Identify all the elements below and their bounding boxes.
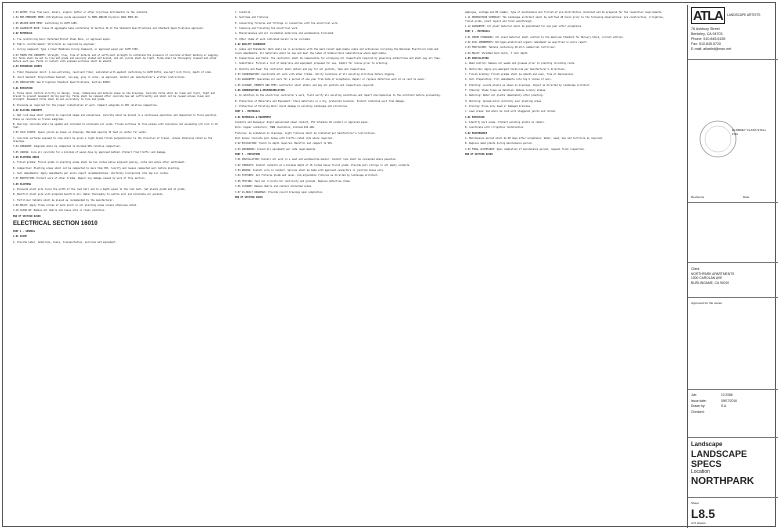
spec-heading: 2.02 MATERIALS [13, 32, 33, 36]
logo-subtitle: LANDSCAPE ARTISTS [727, 13, 761, 17]
divider [688, 297, 778, 298]
job-info [691, 393, 775, 415]
spec-paragraph: employee, voltage and PR number, type of maintenance and furnish of pre-distribution installed and be prepared for the resolution requirements. [465, 11, 663, 14]
spec-heading: 2.01 MATERIALS & EQUIPMENT [235, 115, 271, 119]
spec-heading: PART 3 - EXECUTION [235, 153, 260, 157]
spec-paragraph: D. Permits and Fees: The contractor shall obtain and pay for all permits, fees and inspections. [235, 67, 367, 71]
sheet-label: Sheet [691, 501, 699, 505]
spec-paragraph: D. Switches and fixtures. [235, 16, 270, 20]
info-value: 09/07/2016 [721, 398, 737, 403]
spec-paragraph: A. Maintenance period shall be 90 days after acceptance. Water, weed, mow and fertilize as required. [465, 137, 604, 141]
section-title: LANDSCAPE SPECS [691, 449, 748, 469]
spec-paragraph: A. Codes and Standards: Work shall be in accordance with the most recent applicable codes and ordinances including the National Electrical Code and local amendments. All materials shall be new and bear the label of Underwriters Laboratories where applicable. [235, 48, 439, 55]
spec-paragraph: I. Pruning: Prune only dead or damaged branches. [465, 105, 532, 108]
spec-paragraph: H. Mulching: Spread mulch uniformly over planting areas. [465, 99, 543, 103]
spec-heading: END OF SECTION 02900 [13, 214, 41, 218]
spec-paragraph: 1.04 PRE-EMERGENT HERB: Ultrahydrous oxide equivalent to MSMA AND/OR Oryzalin USDA EPPS-90. [13, 16, 139, 20]
spec-paragraph: 3.07 PROTECTION: Protect work of other trades. Repair any damage caused by work of this section. [13, 177, 146, 181]
spec-paragraph: 2.03 FORMS FOR CONCRETE: Straight, true, free of defects and of sufficient strength to withstand the pressure of concrete without bending or sagging. All forms shall be set to line and grade and securely staked and braced, and all joints shall be tight. Forms shall be thoroughly cleaned and oiled before each use. Forms in contact with exposed surfaces shall be smooth. [13, 53, 220, 64]
spec-paragraph: 3.10 CLEAN UP: Remove all debris and leave site in clean condition. [13, 209, 106, 213]
info-label: Issue date: [691, 398, 707, 403]
spec-column-3 [465, 11, 672, 516]
spec-paragraph: D. Soil Preparation: Till amendments into top 6 inches of soil. [465, 78, 553, 82]
spec-heading: 1.06 COORDINATION & RESPONSIBILITIES [235, 88, 285, 92]
spec-heading: 1.01 SCOPE [13, 235, 27, 239]
spec-paragraph: B. Pouring: Concrete shall be spaded and vibrated to eliminate all voids. Finish surfaces to true planes with tolerance not exceeding 1/8 inch in 10 feet. [13, 122, 218, 130]
client-line: 1000 CAROLAN AVE [691, 276, 723, 280]
spec-paragraph: 3.05 TESTING: Test all circuits for continuity and grounds. Replace defective items. [235, 179, 352, 183]
spec-paragraph: C. Protection of Existing Work: Avoid damage to existing landscape and structures. [235, 105, 349, 108]
spec-paragraph: 3.07 AS-BUILT DRAWINGS: Provide record drawings upon completion. [235, 190, 324, 194]
address-line: Fax: 510.845.5720 [691, 42, 721, 46]
spec-paragraph: B. Compaction: Planting areas shall not be compacted to more than 85%. Scarify and loosen compacted soil before planting. [13, 166, 181, 170]
spec-paragraph: 2.01 SHRUB STANDARDS: All plant material shall conform to the American Standard for Nursery Stock, current edition. [465, 35, 625, 39]
location-label: Location [691, 469, 710, 475]
client-block [691, 267, 775, 285]
info-label: Drawn by: [691, 404, 706, 408]
sheet-number: L8.5 [691, 507, 716, 521]
divider [688, 262, 778, 263]
spec-paragraph: Fixtures: As scheduled on drawings. Light fixtures shall be installed per manufacturer's instructions. [235, 131, 377, 135]
spec-paragraph: C. Curing compound: Type 1 Clear Membrane Curing Compound, or approved equal per ASTM C309. [13, 48, 139, 52]
spec-paragraph: A. Wet curb base shall conform to required shape and elevations. Concrete shall be placed in a continuous operation and deposited in final position. Place no concrete on frozen subgrade. [13, 114, 218, 121]
approval-label: Approved for the owner [691, 301, 723, 305]
stamp-label: ELSBREY CLASS STALL FUA [732, 128, 767, 136]
spec-heading: 3.06 PLANTING AREAS [13, 156, 40, 159]
date-label: Date [743, 195, 750, 199]
spec-paragraph: 2.02 EXCAVATION: Trench to depth required. Backfill and compact to 90%. [235, 142, 334, 146]
spec-paragraph: F. Sleeving and finishing the electrical work. [235, 27, 299, 31]
spec-paragraph: 2.03 FERTILIZER: Tablets containing 20-10-5 commercial fertilizer. [465, 46, 557, 50]
spec-paragraph: 1.05 CLEANUP, PERMITS AND FEES: Contractor shall obtain and pay all permits and inspections required. [235, 83, 375, 87]
spec-paragraph: 1.03 WATER: Free from pool, alkali, organic matter or other injurious detrimental to the contents. [13, 11, 149, 14]
location-name: NORTHPARK [691, 476, 755, 487]
spec-paragraph: 3.03 WIRING: Install wire in conduit. Splices shall be made with approved connectors in junction boxes only. [235, 169, 385, 173]
firm-address [691, 27, 775, 52]
spec-paragraph: B. Replace dead plants during maintenance period. [465, 142, 533, 146]
spec-section-title: ELECTRICAL SECTION 16010 [13, 220, 98, 227]
divider [688, 437, 778, 438]
spec-paragraph: C. Soil amendments: Apply amendments per soils report recommendations. Uniformly incorporate into top six inches. [13, 172, 170, 176]
spec-paragraph: J. Lawn Areas: Sod shall be laid with staggered joints and rolled. [465, 110, 557, 114]
spec-paragraph: 1.06 AGGREGATE BASE: Class II aggregate base conforming to Section 26 of the Standard Specifications and Standard Specifications approved. [13, 27, 204, 31]
spec-heading: 1.02 QUALITY ASSURANCE [235, 43, 266, 47]
spec-paragraph: 2.02 SOIL AMENDMENTS: Nitrogen-stabilized organic amendment as specified in soils report. [465, 40, 589, 44]
spec-paragraph: A. Fiber Expansion Joint: A non-extruding, resilient fiber, saturated with asphalt conforming to ASTM D1751, one-half inch thick, depth of slab. [13, 70, 213, 74]
spec-paragraph: 3.03 COLD JOINTS: Space joints as shown on drawings. Maximum spacing 10 feet on center for walks. [13, 131, 148, 135]
spec-paragraph: A. Tie-reinforcing bars: Deformed Billet Steel Bars, or approved equal. [13, 37, 112, 41]
spec-column-2 [235, 11, 442, 516]
spec-paragraph: A. Excavate plant pits twice the width of the root ball and to a depth equal to the root ball. Set plants plumb and at grade. [13, 188, 186, 192]
spec-paragraph: Wire: Copper conductors, THWN insulation, minimum #12 AWG. [235, 126, 316, 130]
spec-paragraph: 3.06 CLEANUP: Remove debris and restore disturbed areas. [235, 185, 313, 189]
spec-paragraph: A. Finish grades: Finish grade in planting areas shall be two inches below adjacent paving, curbs and walks after settlement. [13, 161, 186, 165]
spec-paragraph: 2.05 IRRIGATION: See Irrigation Standard Specifications, Section 02810. [13, 81, 112, 85]
spec-paragraph: G. Watering: Water all plants immediately after planting. [465, 94, 544, 98]
spec-paragraph: B. Herbicide: Apply pre-emergent herbicide per manufacturer's directions. [465, 67, 566, 71]
revisions-label: Revisions [691, 195, 705, 199]
spec-paragraph: C. Fertilizer tablets shall be placed as recommended by the manufacturer. [13, 198, 114, 202]
spec-paragraph: F. Staking: Stake trees as detailed. Remove nursery stakes. [465, 88, 547, 92]
spec-heading: 2.04 EXPANSION JOINTS [13, 65, 43, 69]
spec-heading: 3.08 PLANTING [13, 182, 31, 186]
spec-paragraph: 3.01 INSTALLATION: Install all work in a neat and workmanlike manner. Conduit runs shall be concealed where possible. [235, 158, 397, 162]
spec-paragraph: 2.03 GROUNDING: Ground all equipment per code requirements. [235, 147, 317, 151]
spec-heading: 3.02 MAINTENANCE [465, 131, 488, 135]
spec-paragraph: C. Concrete surfaces exposed to view shall be given a light broom finish perpendicular to the direction of travel, unless otherwise noted on the drawings. [13, 136, 213, 143]
spec-heading: PART 2 - MATERIALS [235, 110, 260, 114]
section-label: Landscape [691, 442, 723, 448]
sheet-title [691, 441, 775, 488]
divider [688, 59, 778, 60]
firm-logo [691, 9, 775, 23]
spec-paragraph: 3.04 FIXTURES: Set fixtures plumb and level. Aim adjustable fixtures as directed by landscape architect. [235, 174, 379, 178]
info-value: S.A. [721, 404, 728, 408]
spec-paragraph: E. Planting: Locate plants as shown on drawings. Adjust as directed by landscape architect. [465, 83, 591, 87]
spec-paragraph: 1.03 COORDINATION: Coordinate all work with other trades. Verify locations of all existing utilities before digging. [235, 72, 396, 76]
spec-heading: END OF SECTION 02900 [465, 153, 493, 157]
spec-paragraph: 1.04 GUARANTEE: Guarantee all work for a period of one year from date of acceptance. Repair or replace defective work at no cost to owner. [235, 78, 426, 82]
info-label: Checked: [691, 409, 705, 414]
spec-heading: 3.02 PLACING CONCRETE [13, 109, 43, 113]
spec-paragraph: A. Forms shall conform strictly to design, lines, dimensions and details shown on the drawings. Concrete forms shall be clean and rigid, tight and braced to prevent movement during pouring. Forms shall be removed after concrete has set sufficiently and shall not be reused unless clean and straight. Pavement forms shall be set accurately to line and grade. [13, 92, 215, 102]
spec-paragraph: G. Miscellaneous and all incidental materials and workmanship furnished. [235, 32, 335, 36]
spec-paragraph: 3.05 CURING: Cure all concrete for a minimum of seven days by approved method. Protect from traffic and damage. [13, 150, 167, 154]
divider [688, 202, 778, 203]
spec-paragraph: 3.03 FINAL ACCEPTANCE: Upon completion of maintenance period, request final inspection. [465, 147, 586, 151]
spec-heading: END OF SECTION 16010 [235, 195, 263, 199]
title-block [687, 5, 778, 528]
address-line: E-mail: atlartist@msn.net [691, 47, 732, 51]
spec-paragraph: B. Fabric reinforcement: Structural as required by engineer. [13, 43, 96, 47]
professional-stamp [696, 117, 766, 165]
info-label: Job: [691, 393, 698, 397]
logo-mark: ATLA [693, 8, 723, 23]
client-address [691, 272, 775, 286]
spec-paragraph: E. Connecting fixtures and fittings in connection with the electrical work. [235, 21, 339, 25]
spec-heading: 3.01 EXECUTION [465, 115, 485, 119]
client-line: NORTHPARK APARTMENTS [691, 271, 735, 276]
spec-paragraph: B. Joint Sealant: Polyurethane Sealant, non-sag, gray in color, as approved. Install per manufacturer's written instructions. [13, 76, 186, 80]
spec-paragraph: H. Other items of work indicated herein to be included. [235, 37, 312, 41]
spec-paragraph: Conduits and Raceways: Rigid galvanized steel conduit, PVC Schedule 40 conduit or approved equal. [235, 121, 370, 125]
spec-paragraph: C. Submittals: Furnish a list of materials and equipment proposed for use. Submit for review prior to ordering. [235, 62, 389, 66]
spec-paragraph: 3.04 SUBGRADE: Subgrade shall be compacted to minimum 90% relative compaction. [13, 145, 121, 149]
spec-paragraph: 1.11 OBSERVATION SCHEDULE: The landscape architect shall be notified 48 hours prior to the following observations: pre-construction, irrigation, finish grade, plant layout and final walkthrough. [465, 16, 665, 23]
spec-heading: 2.05 INSTALLATION [465, 56, 489, 60]
spec-paragraph: B. Coordinate with irrigation installation. [465, 126, 525, 130]
sheet-count: of 6 sheets [691, 521, 706, 525]
spec-paragraph: 3.09 MULCH: Apply three inches of bark mulch in all planting areas unless otherwise noted. [13, 204, 138, 208]
address-line: 76 Ashbury Street [691, 27, 720, 31]
client-line: BURLINGAME, CA 94010 [691, 280, 730, 285]
spec-paragraph: Pull boxes: Concrete pull boxes with traffic-rated lids where required. [235, 137, 334, 141]
spec-paragraph: C. Conduits. [235, 11, 252, 14]
divider [688, 389, 778, 390]
spec-heading: PART 2 - MATERIALS [465, 30, 490, 34]
spec-paragraph: 1.12 GUARANTEE: All plant material shall be guaranteed for one year after acceptance. [465, 24, 583, 28]
drawing-sheet [2, 2, 776, 527]
spec-paragraph: 3.02 CONDUITS: Install conduits at a minimum depth of 18 inches below finish grade. Provide pull strings in all empty conduits. [235, 163, 411, 167]
address-line: Phone: 510.845.6155 [691, 37, 726, 41]
info-value: 10 2086 [721, 393, 733, 397]
spec-paragraph: B. Excavate as required for the proper installation of work. Compact subgrade to 90% relative compaction. [13, 103, 159, 107]
address-line: Berkeley, CA 94703 [691, 32, 723, 36]
spec-paragraph: C. Finish Grading: Finish grades shall be smooth and even, free of depressions. [465, 72, 575, 76]
spec-paragraph: B. Backfill plant pits with prepared backfill mix. Water thoroughly to settle soil and eliminate air pockets. [13, 193, 164, 197]
spec-paragraph: A. Identify work areas. Protect existing plants to remain. [465, 121, 546, 125]
spec-heading: 3.01 EXECUTION [13, 86, 33, 90]
spec-paragraph: B. Protection of Materials and Equipment: Store materials in a dry, protected location. Protect installed work from damage. [235, 99, 406, 103]
spec-paragraph: 1.05 WELDED WIRE MESH: Conforming to ASTM A185. [13, 21, 78, 25]
spec-paragraph: A. Provide labor, materials, tools, transportation, services and equipment. [13, 240, 117, 244]
divider [688, 497, 778, 498]
client-label: Client [691, 267, 700, 271]
spec-paragraph: B. Inspections and Tests: The contractor shall be responsible for arranging all inspections required by governing authorities and shall pay all fees. [235, 56, 442, 60]
spec-paragraph: A. In addition to the electrical contractor's work, field verify all existing conditions and report discrepancies to the architect before proceeding. [235, 94, 442, 98]
spec-paragraph: 2.04 MULCH: Shredded bark mulch, 3 inch depth. [465, 51, 529, 55]
spec-heading: PART 1 - GENERAL [13, 229, 36, 233]
info-row [691, 410, 775, 416]
spec-paragraph: A. Weed Control: Remove all weeds and grasses prior to planting including roots. [465, 62, 576, 66]
spec-column-1 [13, 11, 220, 516]
